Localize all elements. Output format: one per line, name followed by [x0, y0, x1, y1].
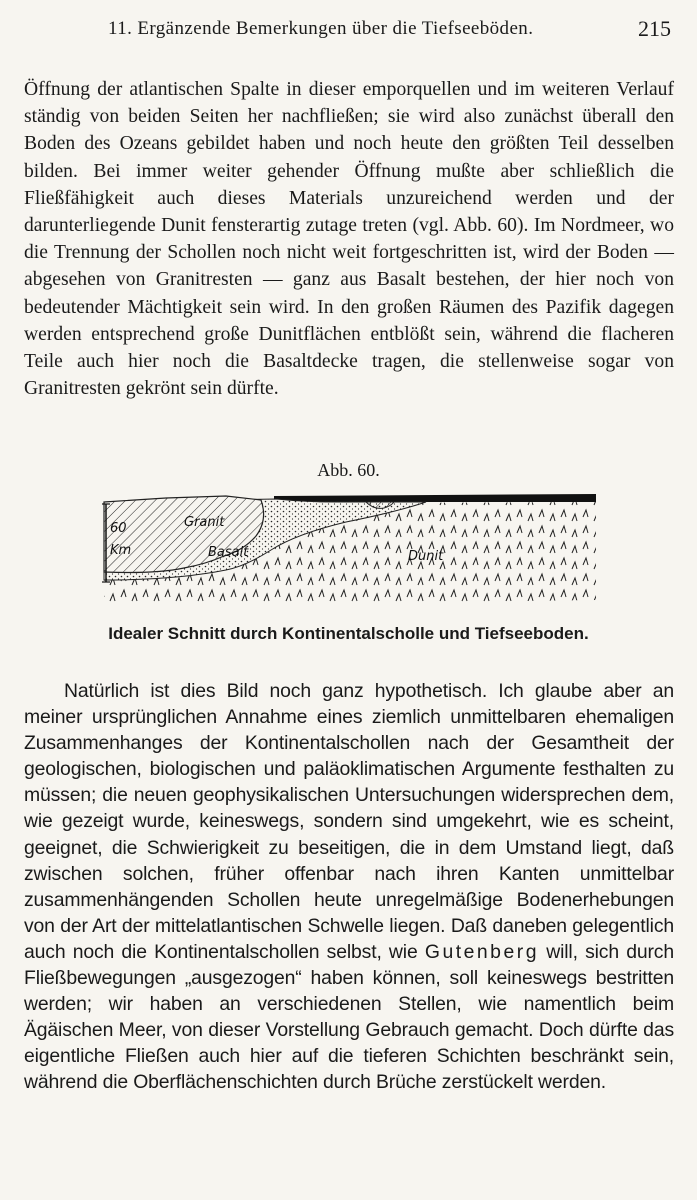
scale-value-label: 60	[110, 521, 127, 536]
chapter-title: 11. Ergänzende Bemerkungen über die Tiefseeböden.	[108, 18, 534, 39]
dunit-label: Dunit	[408, 549, 444, 564]
page-number: 215	[638, 16, 671, 41]
running-head	[0, 14, 697, 48]
granit-label: Granit	[184, 515, 225, 530]
paragraph-2	[24, 678, 674, 1096]
figure-caption: Idealer Schnitt durch Kontinentalscholle und Tiefseeboden.	[108, 624, 589, 643]
paragraph-1: Öffnung der atlantischen Spalte in dieser emporquellen und im weiteren Verlauf ständig von beiden Seiten her nachfließen; sie wird also zunächst überall den Boden des Ozeans gebildet haben und noch heute den größten Teil desselben bilden. Bei immer weiter gehender Öffnung mußte aber schließlich die Fließfähigkeit auch dieses Materials unzureichend werden und der darunterliegende Dunit fensterartig zutage treten (vgl. Abb. 60). Im Nordmeer, wo die Trennung der Schollen noch nicht weit fortgeschritten ist, wird der Boden — abgesehen von Granitresten — ganz aus Basalt bestehen, der hier noch von bedeutender Mächtigkeit sein wird. In den großen Räumen des Pazifik dagegen werden entsprechend große Dunitflächen entblößt sein, während die flacheren Teile auch hier noch die Basaltdecke tragen, die stellenweise sogar von Granitresten gekrönt sein dürfte.	[24, 79, 674, 400]
cross-section-figure	[96, 490, 596, 608]
scale-unit-label: Km	[110, 543, 132, 558]
ocean-layer	[274, 494, 596, 502]
paragraph-2-part-2: will, sich durch Fließbewegungen „ausgezogen“ haben können, soll keineswegs bestritten werden; wir haben an verschiedenen Stellen, wie namentlich beim Ägäischen Meer, von dieser Vorstellung Gebrauch gemacht. Doch dürfte das eigentliche Fließen auch hier auf die tieferen Schichten beschränkt sein, während die Oberflächenschichten durch Brüche zerstückelt werden.	[24, 940, 674, 1094]
figure-number: Abb. 60.	[317, 460, 380, 480]
paragraph-2-part-1: Natürlich ist dies Bild noch ganz hypothetisch. Ich glaube aber an meiner ursprünglichen Annahme eines ziemlich unmittelbaren ehemaligen Zusammenhanges der Kontinentalschollen nach der Gesamtheit der geologischen, biologischen und paläoklimatischen Argumente festhalten zu müssen; die neuen geophysikalischen Untersuchungen widersprechen dem, wie gezeigt wurde, keineswegs, sondern sind umgekehrt, wie es scheint, geeignet, die Schwierigkeit zu beseitigen, die in dem Umstand liegt, daß zwischen solchen, früher offenbar nach ihren Kanten unmittelbar zusammenhängenden Schollen heute unregelmäßige Bodenerhebungen von der Art der mittelatlantischen Schwelle liegen. Daß daneben gelegentlich auch noch die Kontinentalschollen selbst, wie	[24, 680, 674, 963]
basalt-label: Basalt	[208, 545, 249, 560]
author-name: Gutenberg	[424, 940, 539, 963]
